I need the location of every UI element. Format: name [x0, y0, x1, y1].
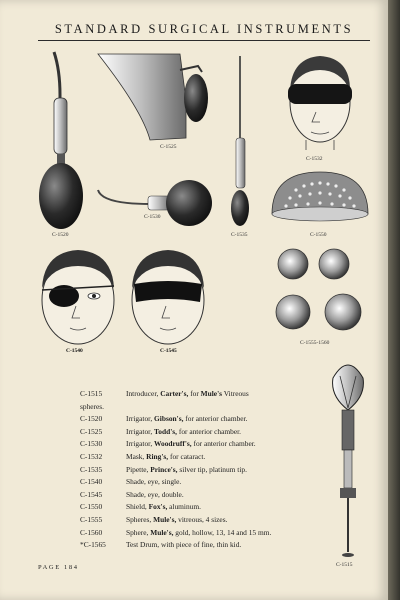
item-code: C-1530: [80, 439, 103, 449]
list-item: [80, 388, 330, 401]
instrument-list: [80, 388, 330, 552]
caption-c1515: C-1515: [336, 562, 353, 568]
item-description: Shade, eye, double.: [126, 489, 184, 499]
item-description: Shield, Fox's, aluminum.: [126, 502, 201, 512]
item-description: Mask, Ring's, for cataract.: [126, 451, 206, 461]
caption-c1540: C-1540: [66, 348, 83, 354]
item-code: C-1535: [80, 464, 103, 474]
caption-c1525: C-1525: [160, 144, 177, 150]
item-code: C-1525: [80, 426, 103, 436]
item-code: C-1520: [80, 414, 103, 424]
caption-c1550: C-1550: [310, 232, 327, 238]
item-code: C-1545: [80, 489, 103, 499]
item-description: Pipette, Prince's, silver tip, platinum tip.: [126, 464, 247, 474]
item-code: C-1560: [80, 527, 103, 537]
list-item: [80, 527, 330, 540]
caption-c1520: C-1520: [52, 232, 69, 238]
item-code: *C-1565: [80, 540, 106, 550]
item-code: C-1555: [80, 514, 103, 524]
list-item: [80, 489, 330, 502]
item-code: C-1532: [80, 451, 103, 461]
list-item: [80, 451, 330, 464]
list-item-continuation: spheres.: [80, 401, 105, 411]
caption-c1555-1560: C-1555-1560: [300, 340, 330, 346]
list-item: [80, 413, 330, 426]
item-description: Shade, eye, single.: [126, 477, 182, 487]
list-item: [80, 438, 330, 451]
list-item: [80, 514, 330, 527]
item-code: C-1550: [80, 502, 103, 512]
list-item: [80, 539, 330, 552]
item-description: Irrigator, Gibson's, for anterior chamber.: [126, 414, 248, 424]
item-description: Irrigator, Woodruff's, for anterior chamber.: [126, 439, 256, 449]
item-description: Introducer, Carter's, for Mule's Vitreous: [126, 389, 249, 398]
book-spine: [388, 0, 400, 600]
caption-c1535: C-1535: [231, 232, 248, 238]
list-item: [80, 464, 330, 477]
item-description: Sphere, Mule's, gold, hollow, 13, 14 and 15 mm.: [126, 527, 272, 537]
page-header: STANDARD SURGICAL INSTRUMENTS: [54, 22, 354, 36]
page-number: PAGE 184: [38, 564, 79, 571]
caption-c1545: C-1545: [160, 348, 177, 354]
list-item: [80, 501, 330, 514]
item-code: C-1540: [80, 477, 103, 487]
item-description: Irrigator, Todd's, for anterior chamber.: [126, 426, 242, 436]
list-item: [80, 476, 330, 489]
list-item: [80, 426, 330, 439]
caption-c1532: C-1532: [306, 156, 323, 162]
item-code: C-1515: [80, 389, 103, 398]
item-description: Spheres, Mule's, vitreous, 4 sizes.: [126, 514, 228, 524]
item-description: Test Drum, with piece of fine, thin kid.: [126, 540, 242, 550]
caption-c1530: C-1530: [144, 214, 161, 220]
